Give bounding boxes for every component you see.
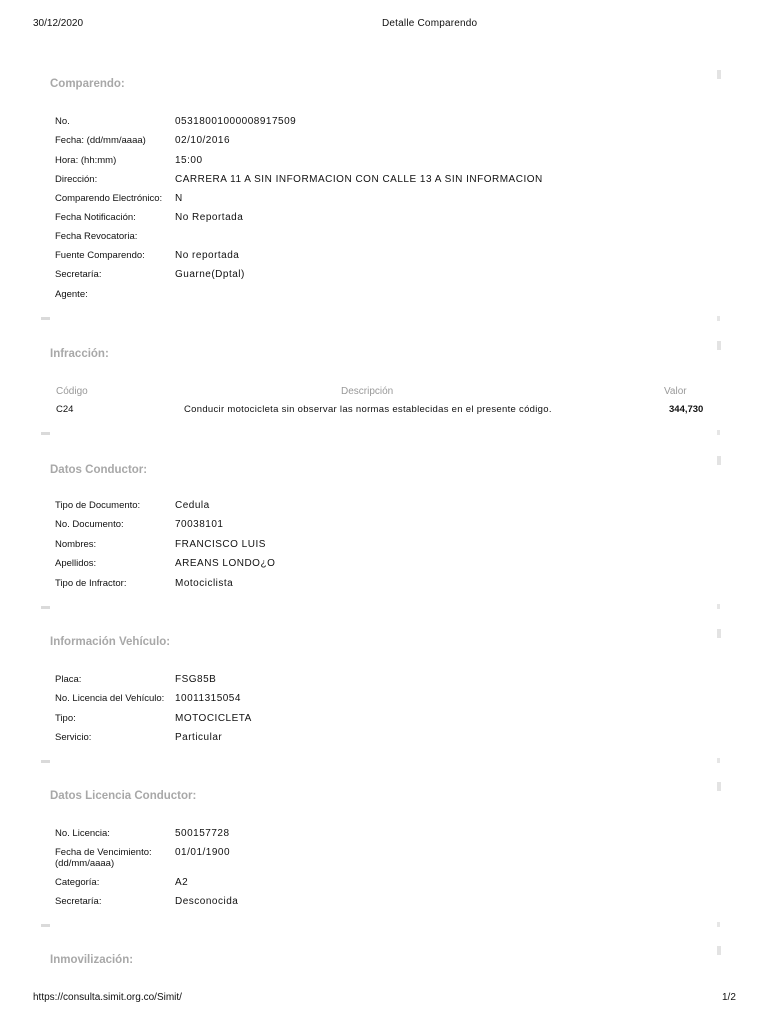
field-row bbox=[55, 732, 695, 748]
field-label: Tipo de Documento: bbox=[55, 500, 141, 511]
field-label: Tipo: bbox=[55, 713, 76, 724]
field-value: MOTOCICLETA bbox=[175, 713, 252, 724]
field-row bbox=[55, 250, 695, 266]
section-corner-marker bbox=[717, 946, 721, 955]
field-label: Secretaría: bbox=[55, 269, 102, 280]
section-corner-marker bbox=[717, 629, 721, 638]
field-value: 05318001000008917509 bbox=[175, 116, 297, 127]
field-row bbox=[55, 519, 695, 535]
field-value: Cedula bbox=[175, 500, 210, 511]
field-label: Placa: bbox=[55, 674, 82, 685]
section-divider bbox=[717, 316, 720, 321]
field-label: No. Documento: bbox=[55, 519, 124, 530]
section-divider bbox=[717, 604, 720, 609]
field-row bbox=[55, 693, 695, 709]
field-label: Dirección: bbox=[55, 174, 98, 185]
field-value: No Reportada bbox=[175, 212, 244, 223]
field-value: 15:00 bbox=[175, 155, 203, 166]
field-value: Guarne(Dptal) bbox=[175, 269, 245, 280]
field-row bbox=[55, 847, 695, 871]
field-value: CARRERA 11 A SIN INFORMACION CON CALLE 13 A SIN INFORMACION bbox=[175, 174, 543, 185]
source-url: https://consulta.simit.org.co/Simit/ bbox=[33, 992, 182, 1003]
field-value: Motociclista bbox=[175, 578, 234, 589]
section-title-conductor: Datos Conductor: bbox=[50, 464, 148, 476]
field-label: Categoría: bbox=[55, 877, 100, 888]
section-title-vehiculo: Información Vehículo: bbox=[50, 636, 171, 648]
field-label: Agente: bbox=[55, 289, 88, 300]
field-row bbox=[55, 269, 695, 285]
field-row bbox=[55, 231, 695, 247]
field-label: Servicio: bbox=[55, 732, 92, 743]
section-corner-marker bbox=[717, 70, 721, 79]
field-label: Fecha Revocatoria: bbox=[55, 231, 138, 242]
column-header-codigo: Código bbox=[56, 386, 88, 397]
section-corner-marker bbox=[717, 782, 721, 791]
field-row bbox=[55, 896, 695, 912]
page-title: Detalle Comparendo bbox=[382, 18, 478, 29]
infraccion-descripcion: Conducir motocicleta sin observar las normas establecidas en el presente código. bbox=[184, 404, 552, 415]
field-row bbox=[55, 713, 695, 729]
field-value: Desconocida bbox=[175, 896, 239, 907]
section-corner-marker bbox=[717, 456, 721, 465]
field-label: No. Licencia del Vehículo: bbox=[55, 693, 165, 704]
section-title-inmovilizacion: Inmovilización: bbox=[50, 954, 134, 966]
section-title-comparendo: Comparendo: bbox=[50, 78, 125, 90]
field-row bbox=[55, 558, 695, 574]
field-row bbox=[55, 289, 695, 305]
field-row bbox=[55, 116, 695, 132]
field-label: Tipo de Infractor: bbox=[55, 578, 127, 589]
field-label: Nombres: bbox=[55, 539, 97, 550]
field-row bbox=[55, 500, 695, 516]
field-label: No. Licencia: bbox=[55, 828, 110, 839]
section-divider bbox=[717, 430, 720, 435]
section-divider bbox=[41, 760, 50, 763]
field-label: Fecha Notificación: bbox=[55, 212, 136, 223]
field-value: 02/10/2016 bbox=[175, 135, 231, 146]
field-value: 01/01/1900 bbox=[175, 847, 231, 858]
infraccion-valor: 344,730 bbox=[669, 404, 704, 415]
field-row bbox=[55, 212, 695, 228]
field-label: Hora: (hh:mm) bbox=[55, 155, 117, 166]
field-value: 10011315054 bbox=[175, 693, 241, 704]
section-corner-marker bbox=[717, 341, 721, 350]
field-value: FRANCISCO LUIS bbox=[175, 539, 266, 550]
field-label: Fecha: (dd/mm/aaaa) bbox=[55, 135, 146, 146]
field-row bbox=[55, 193, 695, 209]
section-divider bbox=[41, 317, 50, 320]
field-value: N bbox=[175, 193, 183, 204]
field-value: Particular bbox=[175, 732, 223, 743]
section-divider bbox=[41, 606, 50, 609]
field-label: Fuente Comparendo: bbox=[55, 250, 145, 261]
column-header-valor: Valor bbox=[664, 386, 687, 397]
field-value: No reportada bbox=[175, 250, 240, 261]
field-value: FSG85B bbox=[175, 674, 217, 685]
page-number: 1/2 bbox=[722, 992, 736, 1003]
section-divider bbox=[41, 432, 50, 435]
field-row bbox=[55, 828, 695, 844]
field-row bbox=[55, 877, 695, 893]
field-label: Comparendo Electrónico: bbox=[55, 193, 163, 204]
field-value: A2 bbox=[175, 877, 189, 888]
section-divider bbox=[717, 922, 720, 927]
field-value: AREANS LONDO¿O bbox=[175, 558, 276, 569]
section-divider bbox=[717, 758, 720, 763]
field-row bbox=[55, 135, 695, 151]
field-label: No. bbox=[55, 116, 70, 127]
field-value: 500157728 bbox=[175, 828, 230, 839]
field-row bbox=[55, 155, 695, 171]
field-row bbox=[55, 578, 695, 594]
field-row bbox=[55, 174, 695, 190]
column-header-descripcion: Descripción bbox=[341, 386, 394, 397]
print-date: 30/12/2020 bbox=[33, 18, 84, 29]
field-label: Apellidos: bbox=[55, 558, 97, 569]
infraccion-codigo: C24 bbox=[56, 404, 74, 415]
field-row bbox=[55, 674, 695, 690]
section-divider bbox=[41, 924, 50, 927]
field-label: Fecha de Vencimiento: (dd/mm/aaaa) bbox=[55, 847, 152, 869]
section-title-licencia: Datos Licencia Conductor: bbox=[50, 790, 197, 802]
field-value: 70038101 bbox=[175, 519, 224, 530]
field-label: Secretaría: bbox=[55, 896, 102, 907]
field-row bbox=[55, 539, 695, 555]
section-title-infraccion: Infracción: bbox=[50, 348, 109, 360]
